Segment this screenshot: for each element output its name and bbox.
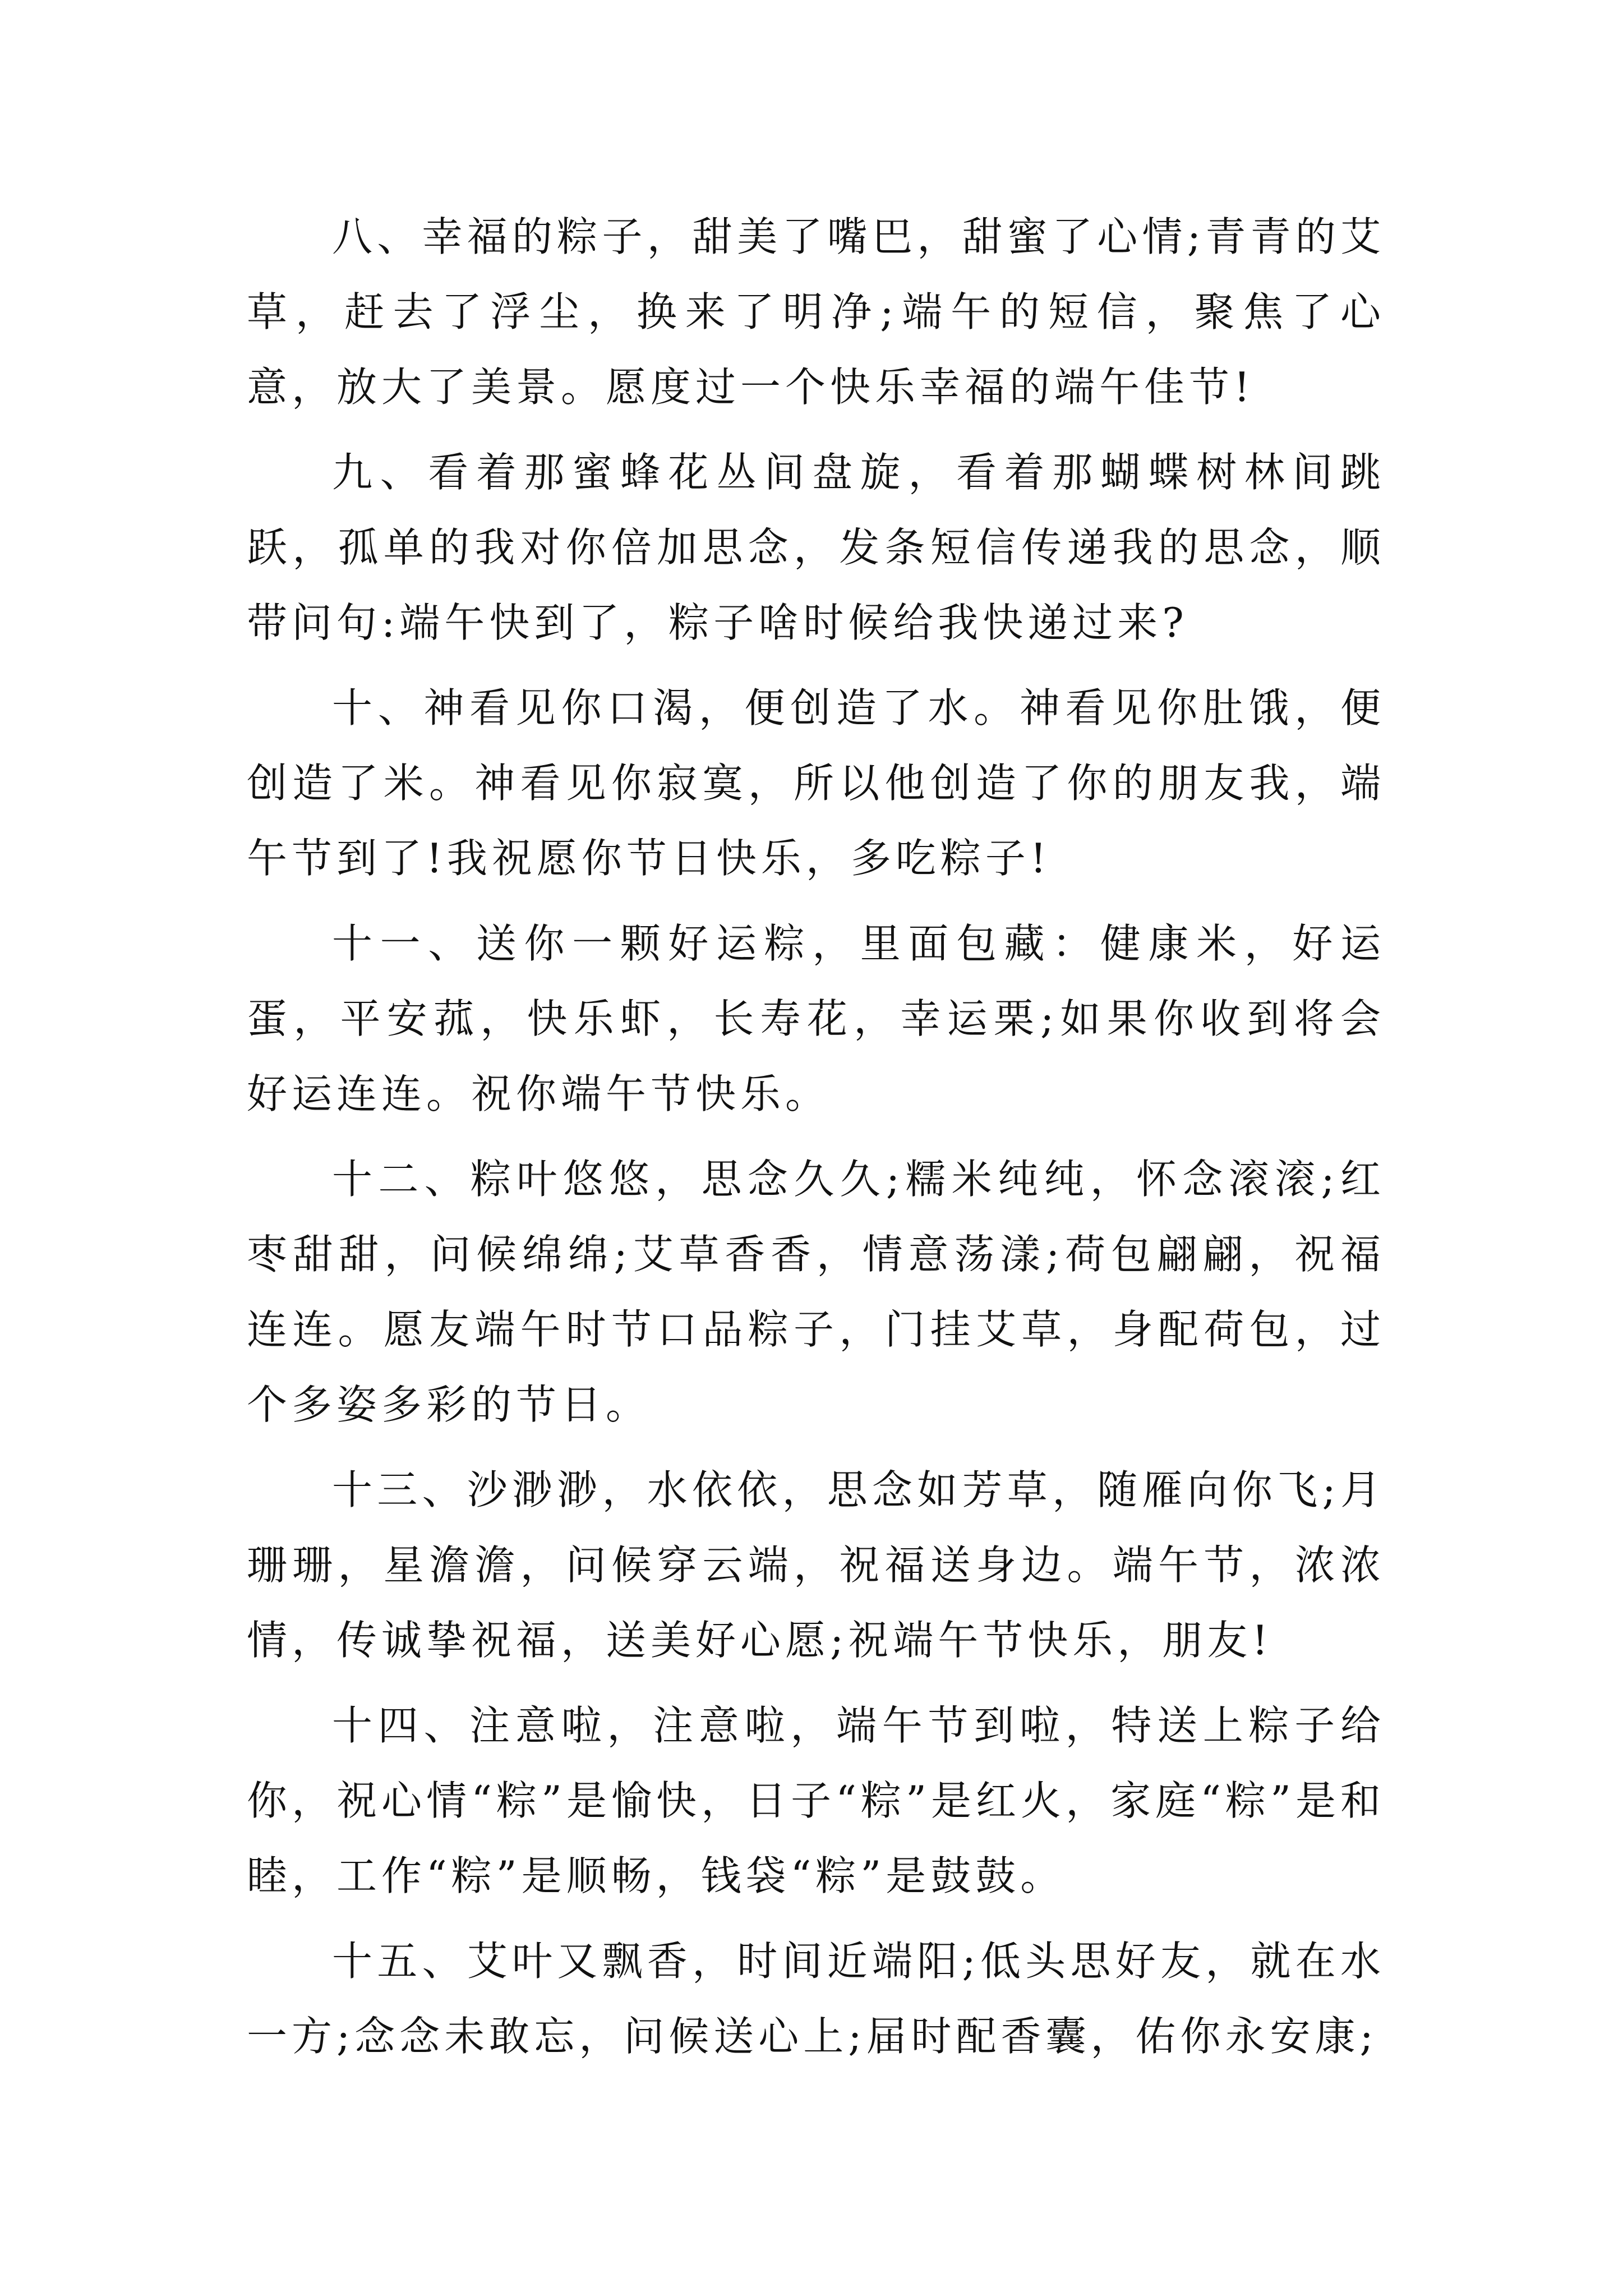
paragraph-9: 九、看着那蜜蜂花丛间盘旋，看着那蝴蝶树林间跳跃，孤单的我对你倍加思念，发条短信传递我的思念，顺带问句:端午快到了，粽子啥时候给我快递过来?: [247, 449, 1385, 646]
paragraph-11: 十一、送你一颗好运粽，里面包藏：健康米，好运蛋，平安菰，快乐虾，长寿花，幸运栗;如果你收到将会好运连连。祝你端午节快乐。: [247, 920, 1385, 1117]
document-body: [247, 199, 1385, 2084]
paragraph-15: 十五、艾叶又飘香，时间近端阳;低头思好友，就在水一方;念念未敢忘，问候送心上;届时配香囊，佑你永安康;: [247, 1938, 1385, 2060]
paragraph-8: 八、幸福的粽子，甜美了嘴巴，甜蜜了心情;青青的艾草，赶去了浮尘，换来了明净;端午的短信，聚焦了心意，放大了美景。愿度过一个快乐幸福的端午佳节!: [247, 213, 1385, 411]
paragraph-13: 十三、沙渺渺，水依依，思念如芳草，随雁向你飞;月珊珊，星澹澹，问候穿云端，祝福送身边。端午节，浓浓情，传诚挚祝福，送美好心愿;祝端午节快乐，朋友!: [247, 1466, 1385, 1664]
paragraph-12: 十二、粽叶悠悠，思念久久;糯米纯纯，怀念滚滚;红枣甜甜，问候绵绵;艾草香香，情意荡漾;荷包翩翩，祝福连连。愿友端午时节口品粽子，门挂艾草，身配荷包，过个多姿多彩的节日。: [247, 1156, 1385, 1428]
paragraph-10: 十、神看见你口渴，便创造了水。神看见你肚饿，便创造了米。神看见你寂寞，所以他创造了你的朋友我，端午节到了!我祝愿你节日快乐，多吃粽子!: [247, 684, 1385, 882]
paragraph-14: 十四、注意啦，注意啦，端午节到啦，特送上粽子给你，祝心情“粽”是愉快，日子“粽”是红火，家庭“粽”是和睦，工作“粽”是顺畅，钱袋“粽”是鼓鼓。: [247, 1702, 1385, 1899]
